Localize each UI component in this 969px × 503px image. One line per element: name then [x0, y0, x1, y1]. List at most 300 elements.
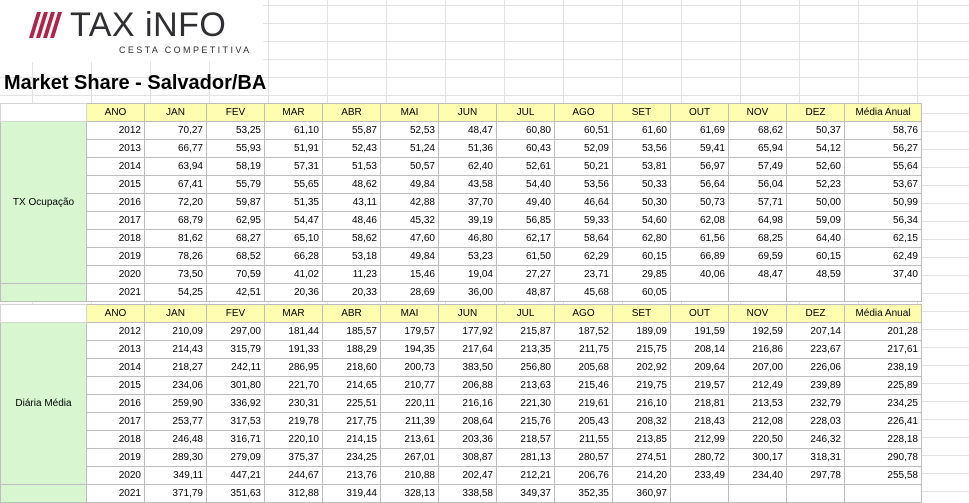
value-cell[interactable]: 202,92 [613, 359, 671, 377]
value-cell[interactable]: 177,92 [439, 323, 497, 341]
value-cell[interactable]: 58,19 [207, 158, 265, 176]
value-cell[interactable]: 45,32 [381, 212, 439, 230]
year-cell[interactable]: 2014 [87, 359, 145, 377]
value-cell[interactable]: 208,14 [671, 341, 729, 359]
value-cell[interactable]: 52,53 [381, 122, 439, 140]
value-cell[interactable]: 297,00 [207, 323, 265, 341]
annual-average-cell[interactable]: 55,64 [845, 158, 922, 176]
row-group-label[interactable]: TX Ocupação [1, 122, 87, 284]
value-cell[interactable]: 50,37 [787, 122, 845, 140]
value-cell[interactable]: 45,68 [555, 284, 613, 302]
value-cell[interactable]: 280,57 [555, 449, 613, 467]
value-cell[interactable]: 36,00 [439, 284, 497, 302]
value-cell[interactable]: 78,26 [145, 248, 207, 266]
value-cell[interactable]: 43,58 [439, 176, 497, 194]
value-cell[interactable]: 318,31 [787, 449, 845, 467]
year-cell[interactable]: 2020 [87, 266, 145, 284]
value-cell[interactable]: 191,33 [265, 341, 323, 359]
value-cell[interactable]: 338,58 [439, 485, 497, 503]
value-cell[interactable]: 42,88 [381, 194, 439, 212]
value-cell[interactable]: 68,52 [207, 248, 265, 266]
value-cell[interactable]: 216,10 [613, 395, 671, 413]
annual-average-cell[interactable]: 234,25 [845, 395, 922, 413]
value-cell[interactable]: 256,80 [497, 359, 555, 377]
value-cell[interactable]: 185,57 [323, 323, 381, 341]
value-cell[interactable]: 67,41 [145, 176, 207, 194]
value-cell[interactable]: 371,79 [145, 485, 207, 503]
value-cell[interactable]: 61,50 [497, 248, 555, 266]
value-cell[interactable]: 218,27 [145, 359, 207, 377]
year-cell[interactable]: 2014 [87, 158, 145, 176]
value-cell[interactable]: 62,08 [671, 212, 729, 230]
value-cell[interactable]: 233,49 [671, 467, 729, 485]
value-cell[interactable]: 52,43 [323, 140, 381, 158]
value-cell[interactable]: 218,57 [497, 431, 555, 449]
value-cell[interactable]: 72,20 [145, 194, 207, 212]
value-cell[interactable]: 253,77 [145, 413, 207, 431]
value-cell[interactable]: 66,77 [145, 140, 207, 158]
value-cell[interactable]: 206,88 [439, 377, 497, 395]
value-cell[interactable]: 211,75 [555, 341, 613, 359]
value-cell[interactable]: 58,62 [323, 230, 381, 248]
value-cell[interactable]: 54,47 [265, 212, 323, 230]
value-cell[interactable]: 219,57 [671, 377, 729, 395]
value-cell[interactable]: 68,79 [145, 212, 207, 230]
value-cell[interactable]: 56,85 [497, 212, 555, 230]
value-cell[interactable]: 54,25 [145, 284, 207, 302]
value-cell[interactable]: 213,53 [729, 395, 787, 413]
value-cell[interactable]: 221,70 [265, 377, 323, 395]
value-cell[interactable]: 213,76 [323, 467, 381, 485]
value-cell[interactable]: 27,27 [497, 266, 555, 284]
value-cell[interactable]: 28,69 [381, 284, 439, 302]
annual-average-cell[interactable]: 255,58 [845, 467, 922, 485]
value-cell[interactable]: 319,44 [323, 485, 381, 503]
value-cell[interactable]: 181,44 [265, 323, 323, 341]
value-cell[interactable]: 51,35 [265, 194, 323, 212]
value-cell[interactable]: 213,63 [497, 377, 555, 395]
value-cell[interactable]: 214,43 [145, 341, 207, 359]
value-cell[interactable]: 383,50 [439, 359, 497, 377]
value-cell[interactable]: 216,86 [729, 341, 787, 359]
value-cell[interactable]: 210,77 [381, 377, 439, 395]
value-cell[interactable]: 55,93 [207, 140, 265, 158]
column-header[interactable]: JUL [497, 104, 555, 122]
value-cell[interactable]: 274,51 [613, 449, 671, 467]
value-cell[interactable]: 202,47 [439, 467, 497, 485]
value-cell[interactable]: 60,51 [555, 122, 613, 140]
value-cell[interactable]: 48,87 [497, 284, 555, 302]
value-cell[interactable]: 230,31 [265, 395, 323, 413]
value-cell[interactable]: 210,09 [145, 323, 207, 341]
value-cell[interactable]: 286,95 [265, 359, 323, 377]
value-cell[interactable]: 215,46 [555, 377, 613, 395]
year-cell[interactable]: 2015 [87, 377, 145, 395]
value-cell[interactable]: 315,79 [207, 341, 265, 359]
value-cell[interactable]: 69,59 [729, 248, 787, 266]
value-cell[interactable]: 50,73 [671, 194, 729, 212]
annual-average-cell[interactable]: 228,18 [845, 431, 922, 449]
value-cell[interactable]: 220,11 [381, 395, 439, 413]
value-cell[interactable]: 328,13 [381, 485, 439, 503]
column-header[interactable]: MAR [265, 104, 323, 122]
value-cell[interactable]: 52,61 [497, 158, 555, 176]
value-cell[interactable]: 194,35 [381, 341, 439, 359]
value-cell[interactable]: 349,11 [145, 467, 207, 485]
value-cell[interactable]: 246,32 [787, 431, 845, 449]
value-cell[interactable]: 70,59 [207, 266, 265, 284]
value-cell[interactable]: 218,43 [671, 413, 729, 431]
value-cell[interactable]: 43,11 [323, 194, 381, 212]
value-cell[interactable]: 11,23 [323, 266, 381, 284]
value-cell[interactable]: 218,81 [671, 395, 729, 413]
value-cell[interactable]: 191,59 [671, 323, 729, 341]
value-cell[interactable]: 48,62 [323, 176, 381, 194]
column-header[interactable]: ABR [323, 104, 381, 122]
column-header[interactable]: FEV [207, 104, 265, 122]
value-cell[interactable]: 336,92 [207, 395, 265, 413]
value-cell[interactable]: 244,67 [265, 467, 323, 485]
value-cell[interactable]: 60,80 [497, 122, 555, 140]
value-cell[interactable]: 234,25 [323, 449, 381, 467]
value-cell[interactable]: 59,09 [787, 212, 845, 230]
value-cell[interactable]: 15,46 [381, 266, 439, 284]
value-cell[interactable]: 47,60 [381, 230, 439, 248]
value-cell[interactable]: 68,25 [729, 230, 787, 248]
value-cell[interactable]: 59,87 [207, 194, 265, 212]
value-cell[interactable]: 50,57 [381, 158, 439, 176]
year-cell[interactable]: 2015 [87, 176, 145, 194]
annual-average-cell[interactable]: 62,49 [845, 248, 922, 266]
value-cell[interactable]: 279,09 [207, 449, 265, 467]
value-cell[interactable]: 46,64 [555, 194, 613, 212]
value-cell[interactable]: 51,91 [265, 140, 323, 158]
column-header[interactable]: SET [613, 305, 671, 323]
column-header[interactable]: DEZ [787, 104, 845, 122]
value-cell[interactable]: 40,06 [671, 266, 729, 284]
value-cell[interactable]: 48,59 [787, 266, 845, 284]
value-cell[interactable] [729, 485, 787, 503]
value-cell[interactable]: 73,50 [145, 266, 207, 284]
value-cell[interactable]: 52,23 [787, 176, 845, 194]
value-cell[interactable]: 219,61 [555, 395, 613, 413]
value-cell[interactable]: 179,57 [381, 323, 439, 341]
value-cell[interactable] [787, 485, 845, 503]
value-cell[interactable]: 211,55 [555, 431, 613, 449]
column-header[interactable]: ABR [323, 305, 381, 323]
value-cell[interactable]: 308,87 [439, 449, 497, 467]
corner-cell[interactable] [1, 305, 87, 323]
column-header[interactable]: JUN [439, 104, 497, 122]
year-cell[interactable]: 2013 [87, 140, 145, 158]
annual-average-cell[interactable]: 226,41 [845, 413, 922, 431]
value-cell[interactable]: 65,94 [729, 140, 787, 158]
annual-average-cell[interactable]: 290,78 [845, 449, 922, 467]
value-cell[interactable]: 81,62 [145, 230, 207, 248]
column-header[interactable]: OUT [671, 305, 729, 323]
value-cell[interactable]: 54,12 [787, 140, 845, 158]
value-cell[interactable]: 217,64 [439, 341, 497, 359]
value-cell[interactable]: 66,28 [265, 248, 323, 266]
value-cell[interactable]: 23,71 [555, 266, 613, 284]
value-cell[interactable]: 187,52 [555, 323, 613, 341]
corner-cell[interactable] [1, 104, 87, 122]
value-cell[interactable]: 62,95 [207, 212, 265, 230]
value-cell[interactable]: 48,47 [729, 266, 787, 284]
value-cell[interactable]: 214,65 [323, 377, 381, 395]
value-cell[interactable]: 57,31 [265, 158, 323, 176]
column-header[interactable]: MAI [381, 104, 439, 122]
value-cell[interactable]: 58,64 [555, 230, 613, 248]
value-cell[interactable]: 20,33 [323, 284, 381, 302]
value-cell[interactable]: 62,29 [555, 248, 613, 266]
value-cell[interactable]: 62,40 [439, 158, 497, 176]
value-cell[interactable]: 349,37 [497, 485, 555, 503]
value-cell[interactable] [729, 284, 787, 302]
column-header[interactable]: NOV [729, 104, 787, 122]
value-cell[interactable]: 217,75 [323, 413, 381, 431]
value-cell[interactable]: 360,97 [613, 485, 671, 503]
annual-average-cell[interactable]: 201,28 [845, 323, 922, 341]
value-cell[interactable]: 53,18 [323, 248, 381, 266]
value-cell[interactable]: 39,19 [439, 212, 497, 230]
annual-average-cell[interactable]: 53,67 [845, 176, 922, 194]
value-cell[interactable]: 216,16 [439, 395, 497, 413]
value-cell[interactable]: 234,40 [729, 467, 787, 485]
value-cell[interactable]: 49,40 [497, 194, 555, 212]
year-cell[interactable]: 2021 [87, 485, 145, 503]
column-header[interactable]: FEV [207, 305, 265, 323]
value-cell[interactable]: 246,48 [145, 431, 207, 449]
value-cell[interactable]: 375,37 [265, 449, 323, 467]
year-cell[interactable]: 2018 [87, 431, 145, 449]
value-cell[interactable]: 221,30 [497, 395, 555, 413]
year-cell[interactable]: 2017 [87, 212, 145, 230]
value-cell[interactable]: 64,40 [787, 230, 845, 248]
value-cell[interactable]: 19,04 [439, 266, 497, 284]
value-cell[interactable]: 312,88 [265, 485, 323, 503]
value-cell[interactable]: 220,10 [265, 431, 323, 449]
value-cell[interactable]: 57,49 [729, 158, 787, 176]
value-cell[interactable]: 29,85 [613, 266, 671, 284]
value-cell[interactable]: 52,60 [787, 158, 845, 176]
annual-average-cell[interactable] [845, 485, 922, 503]
value-cell[interactable]: 188,29 [323, 341, 381, 359]
value-cell[interactable]: 60,43 [497, 140, 555, 158]
value-cell[interactable]: 42,51 [207, 284, 265, 302]
value-cell[interactable] [787, 284, 845, 302]
value-cell[interactable]: 226,06 [787, 359, 845, 377]
value-cell[interactable]: 239,89 [787, 377, 845, 395]
value-cell[interactable]: 301,80 [207, 377, 265, 395]
column-header[interactable]: NOV [729, 305, 787, 323]
column-header[interactable]: JUL [497, 305, 555, 323]
value-cell[interactable]: 61,69 [671, 122, 729, 140]
value-cell[interactable]: 208,64 [439, 413, 497, 431]
value-cell[interactable]: 66,89 [671, 248, 729, 266]
value-cell[interactable]: 215,76 [497, 413, 555, 431]
value-cell[interactable]: 70,27 [145, 122, 207, 140]
column-header[interactable]: SET [613, 104, 671, 122]
year-cell[interactable]: 2012 [87, 323, 145, 341]
annual-average-cell[interactable]: 58,76 [845, 122, 922, 140]
value-cell[interactable]: 52,09 [555, 140, 613, 158]
value-cell[interactable]: 208,32 [613, 413, 671, 431]
value-cell[interactable]: 57,71 [729, 194, 787, 212]
value-cell[interactable]: 212,99 [671, 431, 729, 449]
value-cell[interactable]: 55,65 [265, 176, 323, 194]
annual-average-cell[interactable]: 62,15 [845, 230, 922, 248]
year-cell[interactable]: 2018 [87, 230, 145, 248]
value-cell[interactable]: 51,24 [381, 140, 439, 158]
value-cell[interactable]: 61,10 [265, 122, 323, 140]
value-cell[interactable]: 205,43 [555, 413, 613, 431]
value-cell[interactable]: 48,47 [439, 122, 497, 140]
value-cell[interactable]: 212,49 [729, 377, 787, 395]
column-header[interactable]: MAI [381, 305, 439, 323]
value-cell[interactable]: 49,84 [381, 176, 439, 194]
value-cell[interactable]: 51,53 [323, 158, 381, 176]
column-header[interactable]: JAN [145, 305, 207, 323]
value-cell[interactable]: 447,21 [207, 467, 265, 485]
year-cell[interactable]: 2019 [87, 248, 145, 266]
value-cell[interactable]: 50,00 [787, 194, 845, 212]
value-cell[interactable]: 53,56 [613, 140, 671, 158]
year-cell[interactable]: 2016 [87, 194, 145, 212]
value-cell[interactable]: 211,39 [381, 413, 439, 431]
value-cell[interactable]: 207,00 [729, 359, 787, 377]
year-cell[interactable]: 2021 [87, 284, 145, 302]
value-cell[interactable]: 63,94 [145, 158, 207, 176]
value-cell[interactable]: 192,59 [729, 323, 787, 341]
annual-average-cell[interactable]: 238,19 [845, 359, 922, 377]
value-cell[interactable]: 50,33 [613, 176, 671, 194]
value-cell[interactable]: 267,01 [381, 449, 439, 467]
value-cell[interactable]: 62,17 [497, 230, 555, 248]
value-cell[interactable]: 53,81 [613, 158, 671, 176]
value-cell[interactable]: 65,10 [265, 230, 323, 248]
annual-average-cell[interactable]: 50,99 [845, 194, 922, 212]
value-cell[interactable]: 232,79 [787, 395, 845, 413]
value-cell[interactable]: 212,21 [497, 467, 555, 485]
value-cell[interactable]: 55,87 [323, 122, 381, 140]
year-cell[interactable]: 2017 [87, 413, 145, 431]
value-cell[interactable]: 280,72 [671, 449, 729, 467]
value-cell[interactable]: 219,75 [613, 377, 671, 395]
value-cell[interactable]: 62,80 [613, 230, 671, 248]
value-cell[interactable]: 218,60 [323, 359, 381, 377]
value-cell[interactable]: 215,75 [613, 341, 671, 359]
value-cell[interactable]: 53,23 [439, 248, 497, 266]
value-cell[interactable]: 207,14 [787, 323, 845, 341]
value-cell[interactable]: 51,36 [439, 140, 497, 158]
year-cell[interactable]: 2019 [87, 449, 145, 467]
value-cell[interactable]: 50,30 [613, 194, 671, 212]
value-cell[interactable]: 215,87 [497, 323, 555, 341]
row-group-label-cell[interactable] [1, 485, 87, 503]
value-cell[interactable]: 189,09 [613, 323, 671, 341]
value-cell[interactable]: 225,51 [323, 395, 381, 413]
column-header[interactable]: Média Anual [845, 104, 922, 122]
value-cell[interactable]: 281,13 [497, 449, 555, 467]
value-cell[interactable]: 64,98 [729, 212, 787, 230]
value-cell[interactable]: 220,50 [729, 431, 787, 449]
value-cell[interactable]: 53,25 [207, 122, 265, 140]
value-cell[interactable]: 53,56 [555, 176, 613, 194]
value-cell[interactable]: 68,27 [207, 230, 265, 248]
value-cell[interactable]: 59,33 [555, 212, 613, 230]
value-cell[interactable]: 46,80 [439, 230, 497, 248]
value-cell[interactable]: 54,60 [613, 212, 671, 230]
value-cell[interactable]: 289,30 [145, 449, 207, 467]
value-cell[interactable]: 200,73 [381, 359, 439, 377]
annual-average-cell[interactable]: 217,61 [845, 341, 922, 359]
value-cell[interactable]: 56,97 [671, 158, 729, 176]
value-cell[interactable]: 37,70 [439, 194, 497, 212]
value-cell[interactable] [671, 485, 729, 503]
column-header[interactable]: AGO [555, 104, 613, 122]
value-cell[interactable]: 228,03 [787, 413, 845, 431]
annual-average-cell[interactable]: 56,27 [845, 140, 922, 158]
column-header[interactable]: AGO [555, 305, 613, 323]
value-cell[interactable]: 212,08 [729, 413, 787, 431]
year-cell[interactable]: 2020 [87, 467, 145, 485]
value-cell[interactable]: 213,35 [497, 341, 555, 359]
column-header[interactable]: OUT [671, 104, 729, 122]
value-cell[interactable]: 55,79 [207, 176, 265, 194]
value-cell[interactable]: 219,78 [265, 413, 323, 431]
column-header[interactable]: ANO [87, 305, 145, 323]
column-header[interactable]: JUN [439, 305, 497, 323]
value-cell[interactable]: 234,06 [145, 377, 207, 395]
value-cell[interactable]: 60,05 [613, 284, 671, 302]
column-header[interactable]: DEZ [787, 305, 845, 323]
value-cell[interactable]: 60,15 [787, 248, 845, 266]
value-cell[interactable]: 297,78 [787, 467, 845, 485]
annual-average-cell[interactable] [845, 284, 922, 302]
value-cell[interactable]: 61,60 [613, 122, 671, 140]
annual-average-cell[interactable]: 225,89 [845, 377, 922, 395]
value-cell[interactable]: 351,63 [207, 485, 265, 503]
value-cell[interactable]: 214,15 [323, 431, 381, 449]
annual-average-cell[interactable]: 56,34 [845, 212, 922, 230]
value-cell[interactable]: 242,11 [207, 359, 265, 377]
year-cell[interactable]: 2012 [87, 122, 145, 140]
annual-average-cell[interactable]: 37,40 [845, 266, 922, 284]
value-cell[interactable]: 209,64 [671, 359, 729, 377]
column-header[interactable]: JAN [145, 104, 207, 122]
value-cell[interactable]: 41,02 [265, 266, 323, 284]
row-group-label[interactable]: Diária Média [1, 323, 87, 485]
year-cell[interactable]: 2016 [87, 395, 145, 413]
value-cell[interactable]: 68,62 [729, 122, 787, 140]
value-cell[interactable]: 352,35 [555, 485, 613, 503]
value-cell[interactable]: 213,61 [381, 431, 439, 449]
column-header[interactable]: ANO [87, 104, 145, 122]
column-header[interactable]: Média Anual [845, 305, 922, 323]
value-cell[interactable]: 20,36 [265, 284, 323, 302]
value-cell[interactable]: 300,17 [729, 449, 787, 467]
value-cell[interactable]: 317,53 [207, 413, 265, 431]
value-cell[interactable]: 49,84 [381, 248, 439, 266]
value-cell[interactable]: 205,68 [555, 359, 613, 377]
value-cell[interactable]: 48,46 [323, 212, 381, 230]
value-cell[interactable]: 59,41 [671, 140, 729, 158]
value-cell[interactable]: 56,64 [671, 176, 729, 194]
value-cell[interactable]: 56,04 [729, 176, 787, 194]
value-cell[interactable]: 54,40 [497, 176, 555, 194]
column-header[interactable]: MAR [265, 305, 323, 323]
